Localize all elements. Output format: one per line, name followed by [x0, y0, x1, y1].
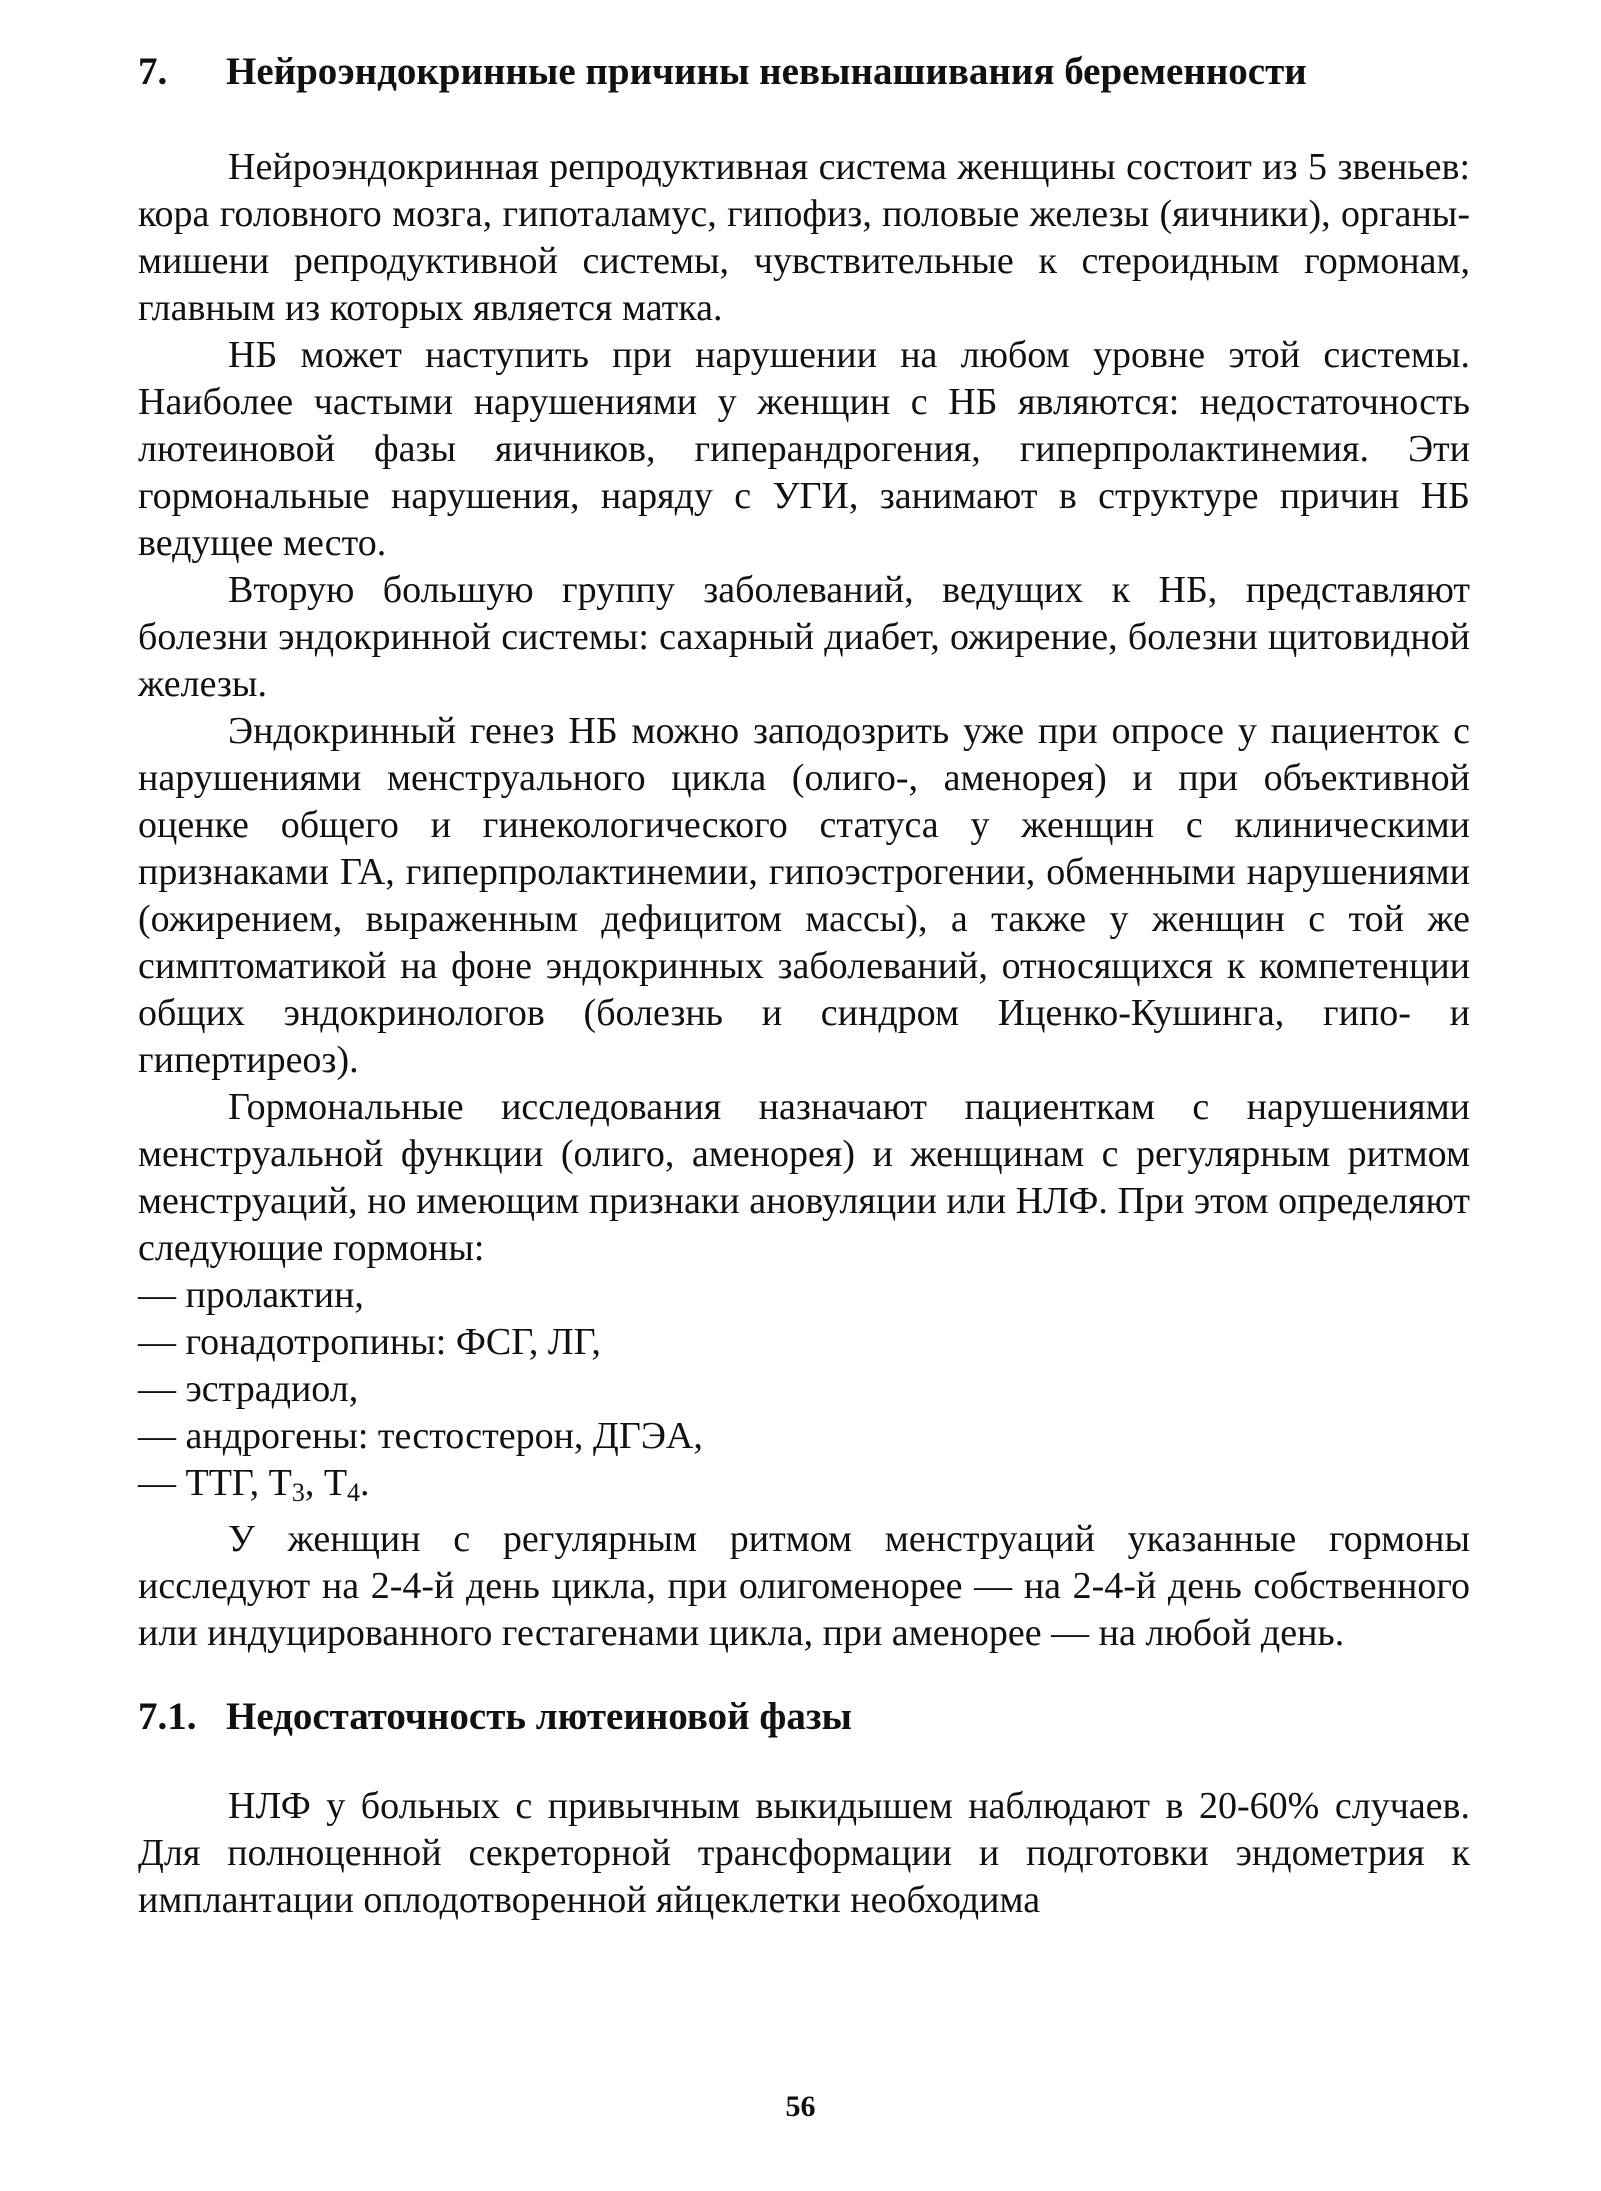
page-number: 56	[785, 2090, 816, 2123]
paragraph: У женщин с регулярным ритмом менструаций указанные гормоны исследуют на 2-4-й день цикла, при олигоменорее — на 2-4-й день собственного или индуцированного гестагенами цикла, при аменорее — на любой день.	[138, 1518, 1470, 1654]
page-body	[138, 48, 1470, 1924]
list-item: — андрогены: тестостерон, ДГЭА,	[138, 1415, 703, 1457]
subscript: 4	[347, 1478, 361, 1507]
list-item: — пролактин,	[138, 1274, 364, 1316]
paragraph: Гормональные исследования назначают пациенткам с нарушениями менструальной функции (олиго, аменорея) и женщинам с регулярным ритмом менструаций, но имеющим признаки ановуляции или НЛФ. При этом определяют следующие гормоны:	[138, 1086, 1470, 1269]
subsection-heading	[138, 1693, 1470, 1741]
paragraph: Нейроэндокринная репродуктивная система женщины состоит из 5 звеньев: кора головного мозга, гипоталамус, гипофиз, половые железы (яичники), органы-мишени репродуктивной системы, чувствительные к стероидным гормонам, главным из которых является матка.	[138, 146, 1470, 329]
paragraph: Вторую большую группу заболеваний, ведущих к НБ, представляют болезни эндокринной системы: сахарный диабет, ожирение, болезни щитовидной железы.	[138, 569, 1470, 705]
subsection-number: 7.1.	[138, 1695, 197, 1738]
paragraph: НБ может наступить при нарушении на любом уровне этой системы. Наиболее частыми нарушениями у женщин с НБ являются: недостаточность лютеиновой фазы яичников, гиперандрогения, гиперпролактинемия. Эти гормональные нарушения, наряду с УГИ, занимают в структуре причин НБ ведущее место.	[138, 334, 1470, 564]
section-title: Нейроэндокринные причины невынашивания беременности	[226, 50, 1307, 93]
hormone-list	[138, 1272, 1470, 1516]
list-item-mid: , Т	[304, 1462, 348, 1504]
section-heading	[138, 48, 1470, 96]
subsection-title: Недостаточность лютеиновой фазы	[226, 1695, 852, 1738]
paragraph: Эндокринный генез НБ можно заподозрить уже при опросе у пациенток с нарушениями менструального цикла (олиго-, аменорея) и при объективной оценке общего и гинекологического статуса у женщин с клиническими признаками ГА, гиперпролактинемии, гипоэстрогении, обменными нарушениями (ожирением, выраженным дефицитом массы), а также у женщин с той же симптоматикой на фоне эндокринных заболеваний, относящихся к компетенции общих эндокринологов (болезнь и синдром Иценко-Кушинга, гипо- и гипертиреоз).	[138, 710, 1470, 1081]
list-item	[138, 1460, 1470, 1516]
section-number: 7.	[138, 50, 168, 93]
subscript: 3	[291, 1478, 305, 1507]
list-item: — гонадотропины: ФСГ, ЛГ,	[138, 1321, 601, 1363]
list-item: — эстрадиол,	[138, 1368, 359, 1410]
paragraph: НЛФ у больных с привычным выкидышем наблюдают в 20-60% случаев. Для полноценной секреторной трансформации и подготовки эндометрия к имплантации оплодотворенной яйцеклетки необходима	[138, 1785, 1470, 1921]
list-item-suffix: .	[360, 1462, 370, 1504]
list-item-prefix: — ТТГ, Т	[138, 1462, 292, 1504]
